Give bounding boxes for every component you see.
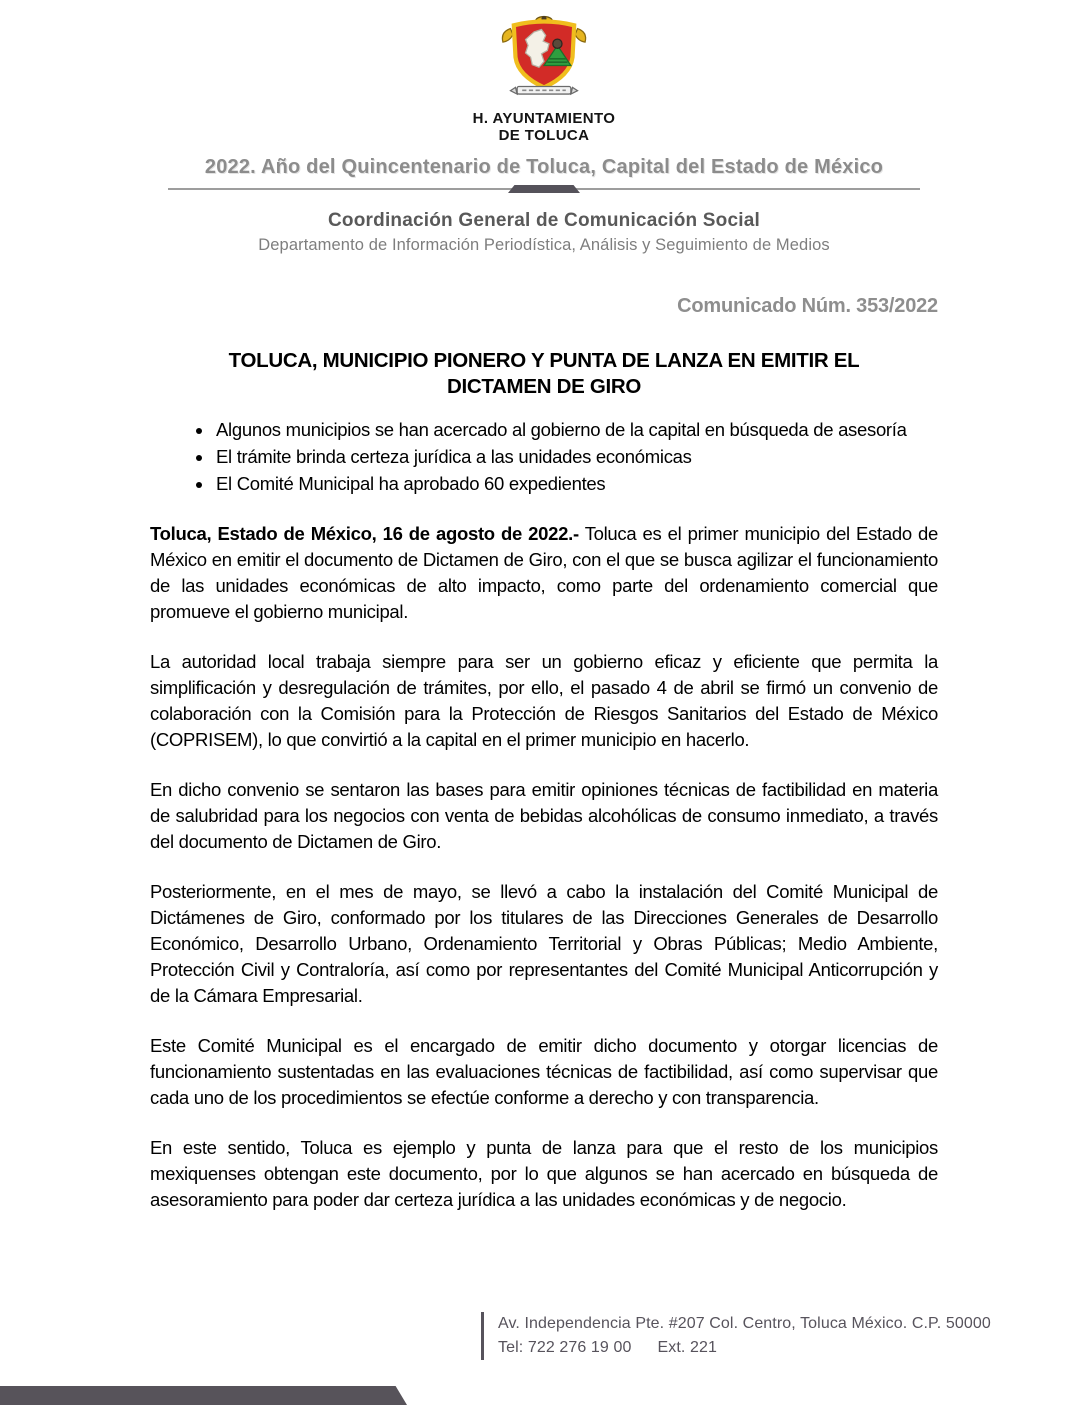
footer-address: Av. Independencia Pte. #207 Col. Centro, Toluca México. C.P. 50000 — [498, 1315, 991, 1332]
department-subtitle: Departamento de Información Periodística, Análisis y Seguimiento de Medios — [258, 236, 830, 254]
divider-center-notch — [508, 185, 580, 193]
paragraph — [150, 649, 938, 753]
paragraph-text: La autoridad local trabaja siempre para ser un gobierno eficaz y eficiente que permita la simplificación y desregulación de trámites, por ello, el pasado 4 de abril se firmó un convenio de colaboración con la Comisión para la Protección de Riesgos Sanitarios del Estado de México (COPRISEM), lo que convirtió a la capital en el primer municipio en hacerlo. — [150, 651, 938, 750]
document-body — [0, 295, 1088, 1213]
document-header — [0, 0, 1088, 255]
title-line2: DICTAMEN DE GIRO — [446, 375, 642, 398]
bullet-item: • El Comité Municipal ha aprobado 60 expedientes — [214, 471, 938, 497]
title-line1: TOLUCA, MUNICIPIO PIONERO Y PUNTA DE LANZA EN EMITIR EL — [228, 349, 860, 372]
org-name — [0, 110, 1088, 144]
highlight-bullets — [150, 417, 938, 497]
contact-footer — [481, 1312, 991, 1360]
paragraph — [150, 777, 938, 855]
paragraph — [150, 1135, 938, 1213]
coordination-title: Coordinación General de Comunicación Social — [328, 210, 760, 231]
comunicado-number: Comunicado Núm. 353/2022 — [677, 295, 938, 317]
toluca-coat-of-arms-icon — [492, 13, 596, 103]
footer-extension: Ext. 221 — [657, 1339, 717, 1356]
paragraph — [150, 879, 938, 1009]
bottom-accent-bar — [0, 1386, 407, 1405]
paragraph-text: Toluca es el primer municipio del Estado de México en emitir el documento de Dictamen de Giro, con el que se busca agilizar el funcionamiento de las unidades económicas de alto impacto, como parte del ordenamiento comercial que promueve el gobierno municipal. — [150, 523, 939, 622]
paragraph-dateline — [150, 521, 938, 625]
press-release-title — [150, 348, 938, 400]
footer-phone: Tel: 722 276 19 00 — [498, 1339, 632, 1356]
year-slogan: 2022. Año del Quincentenario de Toluca, Capital del Estado de México — [204, 156, 884, 178]
header-divider — [168, 184, 920, 193]
paragraph-text: Posteriormente, en el mes de mayo, se llevó a cabo la instalación del Comité Municipal de Dictámenes de Giro, conformado por los titulares de las Direcciones Generales de Desarrollo Económico, Desarrollo Urbano, Ordenamiento Territorial y Obras Públicas; Medio Ambiente, Protección Civil y Contraloría, así como por representantes del Comité Municipal Anticorrupción y de la Cámara Empresarial. — [150, 881, 938, 1006]
footer-phone-line — [498, 1336, 991, 1360]
org-name-line2: DE TOLUCA — [498, 127, 590, 144]
paragraph — [150, 1033, 938, 1111]
paragraph-text: En este sentido, Toluca es ejemplo y punta de lanza para que el resto de los municipios mexiquenses obtengan este documento, por lo que algunos se han acercado en búsqueda de asesoramiento para poder dar certeza jurídica a las unidades económicas y de negocio. — [150, 1137, 938, 1210]
bullet-item: • El trámite brinda certeza jurídica a las unidades económicas — [214, 444, 938, 470]
paragraph-text: Este Comité Municipal es el encargado de emitir dicho documento y otorgar licencias de funcionamiento sustentadas en las evaluaciones técnicas de factibilidad, así como supervisar que cada uno de los procedimientos se efectúe conforme a derecho y con transparencia. — [150, 1035, 938, 1108]
org-name-line1: H. AYUNTAMIENTO — [472, 110, 616, 127]
department-block — [0, 210, 1088, 255]
paragraph-text: En dicho convenio se sentaron las bases para emitir opiniones técnicas de factibilidad en materia de salubridad para los negocios con venta de bebidas alcohólicas de consumo inmediato, a través del documento de Dictamen de Giro. — [150, 779, 938, 852]
dateline-lead: Toluca, Estado de México, 16 de agosto de 2022.- — [150, 523, 579, 544]
bullet-item: • Algunos municipios se han acercado al gobierno de la capital en búsqueda de asesoría — [214, 417, 938, 443]
